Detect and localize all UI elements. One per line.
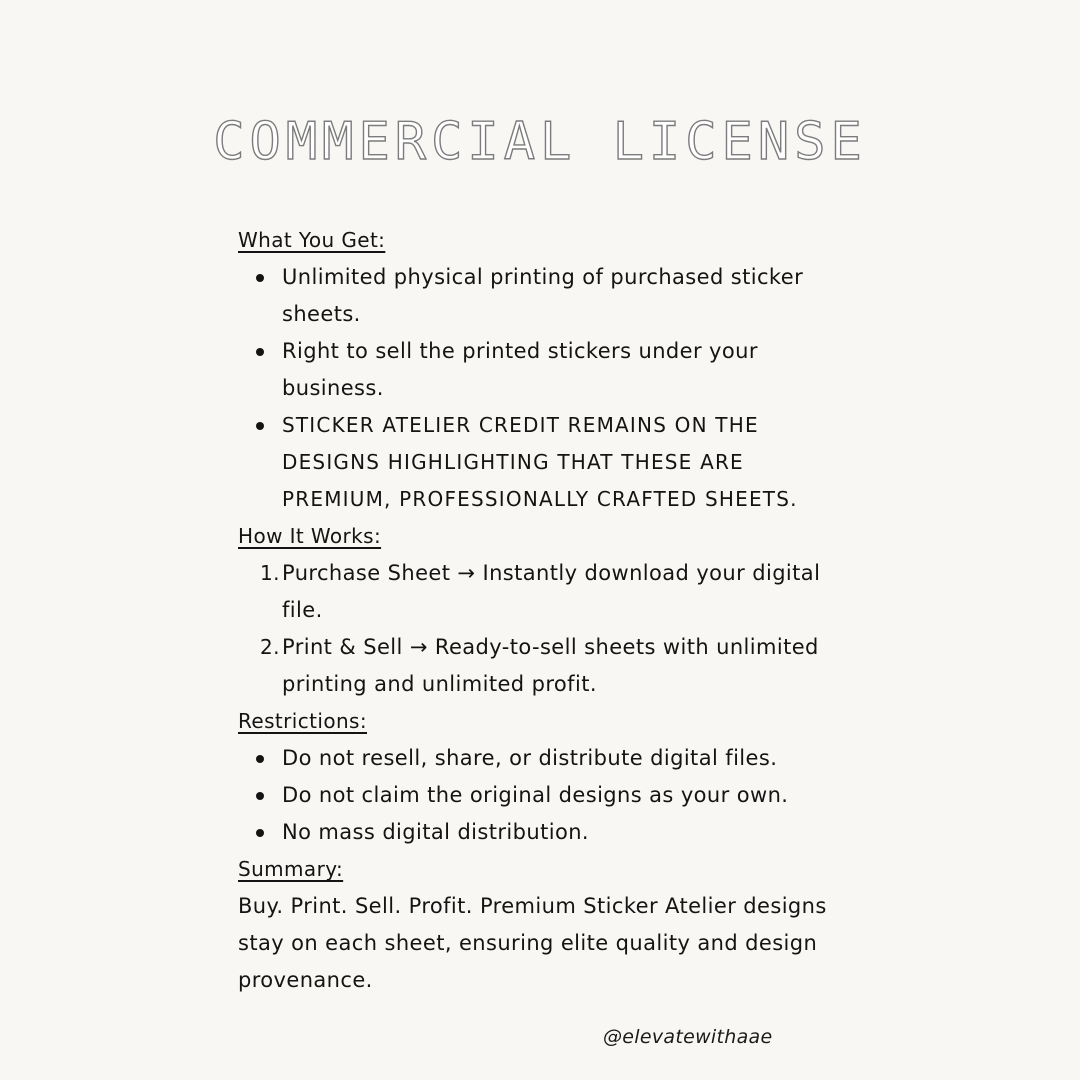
summary-text: Buy. Print. Sell. Profit. Premium Sticker Atelier designs stay on each sheet, ensuring elite quality and design provenance. — [238, 894, 827, 992]
list-item — [238, 259, 848, 333]
bullet-icon — [256, 274, 264, 282]
bullet-icon — [256, 348, 264, 356]
list-item — [238, 777, 848, 814]
restrictions-heading: Restrictions: — [238, 709, 368, 733]
social-handle: @elevatewithaae — [603, 1026, 773, 1048]
summary-heading: Summary: — [238, 857, 344, 881]
bullet-icon — [256, 792, 264, 800]
page-title: COMMERCIAL LICENSE — [213, 112, 867, 172]
list-item-text: Right to sell the printed stickers under your business. — [282, 339, 758, 400]
list-item-text: Do not resell, share, or distribute digital files. — [282, 746, 778, 770]
list-item-text: STICKER ATELIER CREDIT REMAINS ON THE DESIGNS HIGHLIGHTING THAT THESE ARE PREMIUM, PROFESSIONALLY CRAFTED SHEETS. — [282, 413, 798, 511]
list-item-text: Purchase Sheet → Instantly download your digital file. — [282, 561, 821, 622]
list-item-text: Do not claim the original designs as your own. — [282, 783, 789, 807]
list-item — [238, 407, 848, 518]
bullet-icon — [256, 755, 264, 763]
list-item — [238, 814, 848, 851]
list-item-text: Print & Sell → Ready-to-sell sheets with unlimited printing and unlimited profit. — [282, 635, 819, 696]
list-item — [238, 740, 848, 777]
list-item-text: Unlimited physical printing of purchased sticker sheets. — [282, 265, 804, 326]
step-number: 2. — [260, 635, 280, 659]
restrictions-list — [238, 740, 848, 851]
how-it-works-list — [238, 555, 848, 703]
list-item — [238, 629, 848, 703]
bullet-icon — [256, 422, 264, 430]
list-item — [238, 555, 848, 629]
list-item — [238, 333, 848, 407]
license-content — [238, 222, 848, 999]
what-you-get-list — [238, 259, 848, 518]
what-you-get-heading: What You Get: — [238, 228, 386, 252]
list-item-text: No mass digital distribution. — [282, 820, 590, 844]
step-number: 1. — [260, 561, 280, 585]
bullet-icon — [256, 829, 264, 837]
how-it-works-heading: How It Works: — [238, 524, 382, 548]
